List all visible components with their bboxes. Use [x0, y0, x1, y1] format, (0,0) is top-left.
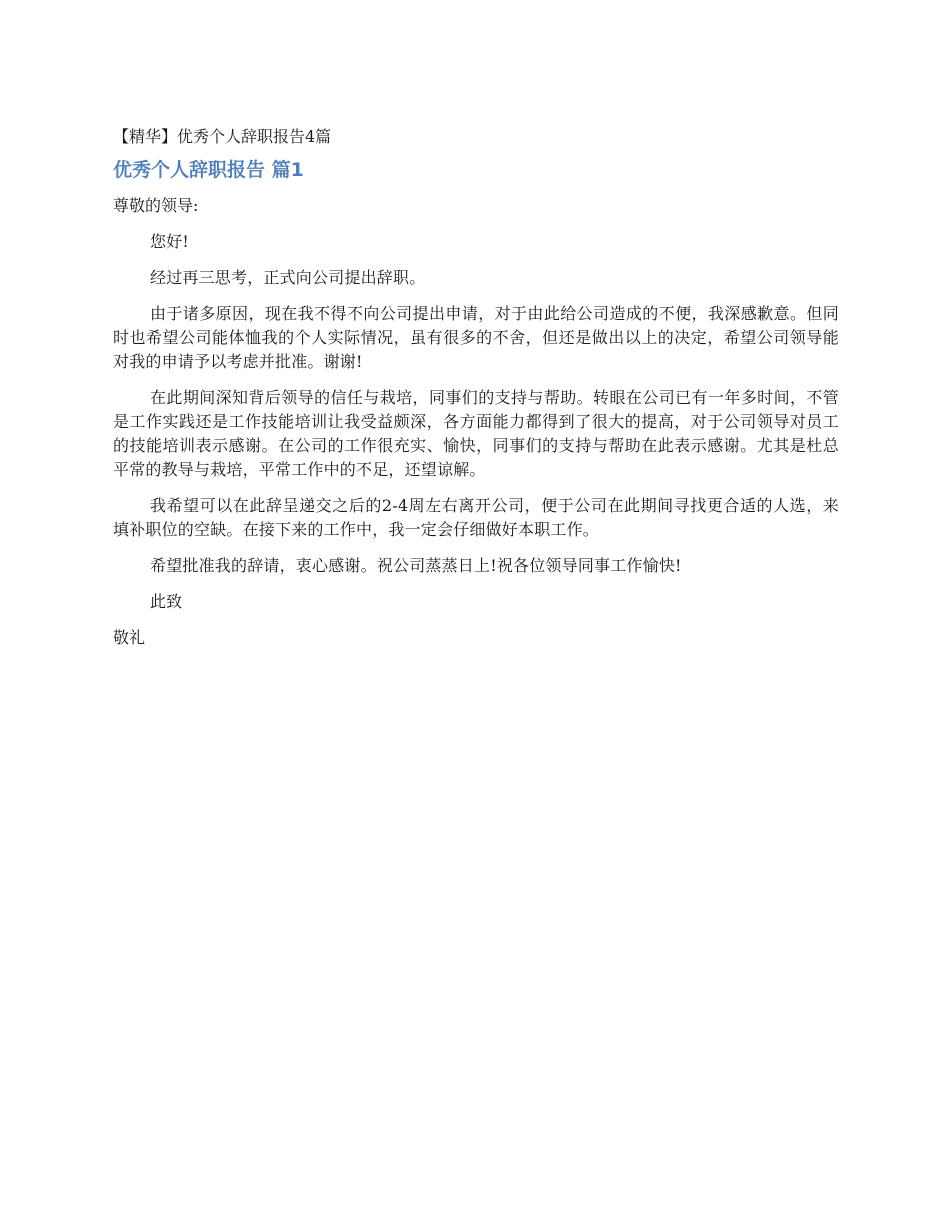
paragraph-reason: 由于诸多原因，现在我不得不向公司提出申请，对于由此给公司造成的不便，我深感歉意。但同时也希望公司能体恤我的个人实际情况，虽有很多的不舍，但还是做出以上的决定，希望公司领导能对我的申请予以考虑并批准。谢谢!	[113, 304, 839, 371]
closing: 敬礼	[113, 628, 146, 647]
paragraph-wishes: 希望批准我的辞请，衷心感谢。祝公司蒸蒸日上!祝各位领导同事工作愉快!	[150, 556, 682, 575]
section-heading: 优秀个人辞职报告 篇1	[113, 159, 304, 181]
paragraph-sign-off: 此致	[150, 592, 183, 611]
paragraph-intent: 经过再三思考，正式向公司提出辞职。	[150, 268, 426, 287]
document-page	[113, 124, 839, 662]
document-title: 【精华】优秀个人辞职报告4篇	[113, 127, 332, 146]
paragraph-timeline: 我希望可以在此辞呈递交之后的2-4周左右离开公司，便于公司在此期间寻找更合适的人选，来填补职位的空缺。在接下来的工作中，我一定会仔细做好本职工作。	[113, 496, 839, 539]
paragraph-hello: 您好!	[150, 232, 190, 251]
paragraph-gratitude: 在此期间深知背后领导的信任与栽培，同事们的支持与帮助。转眼在公司已有一年多时间，不管是工作实践还是工作技能培训让我受益颇深，各方面能力都得到了很大的提高，对于公司领导对员工的技能培训表示感谢。在公司的工作很充实、愉快，同事们的支持与帮助在此表示感谢。尤其是杜总平常的教导与栽培，平常工作中的不足，还望谅解。	[113, 388, 839, 479]
greeting: 尊敬的领导:	[113, 196, 199, 215]
